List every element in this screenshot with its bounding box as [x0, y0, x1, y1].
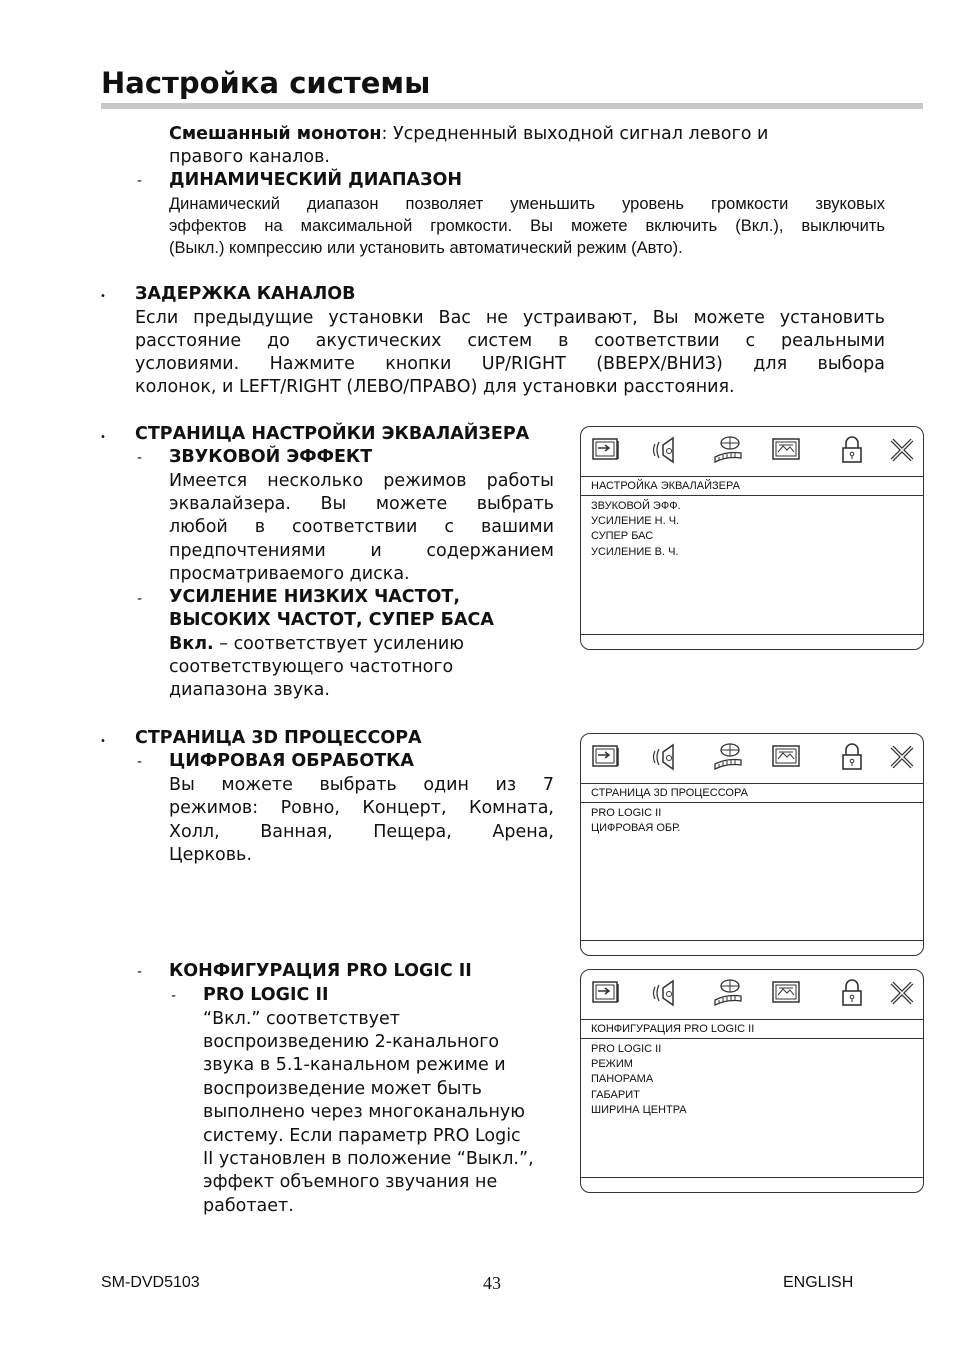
- digital-line: Церковь.: [169, 845, 252, 865]
- menu-item[interactable]: PRO LOGIC II: [591, 1043, 662, 1055]
- sound-effect-heading: ЗВУКОВОЙ ЭФФЕКТ: [169, 447, 373, 467]
- dynamic-range-line: Динамический диапазон позволяет уменьшить уровень громкости звуковых: [169, 195, 885, 213]
- dolby-digital-icon: [713, 978, 743, 1008]
- mixed-mono-term: Смешанный монотон: [169, 124, 382, 144]
- prologic-line: воспроизведение может быть: [203, 1079, 482, 1099]
- page-title: Настройка системы: [101, 66, 431, 100]
- boost-line: соответствующего частотного: [169, 657, 454, 677]
- menu-icon-bar: [581, 427, 923, 475]
- prologic-line: выполнено через многоканальную: [203, 1102, 525, 1122]
- menu-item[interactable]: PRO LOGIC II: [591, 807, 662, 819]
- menu-list: [591, 499, 681, 560]
- menu-footer-bar: [581, 1177, 923, 1178]
- prologic-dash: -: [137, 964, 143, 980]
- general-setup-icon: [591, 978, 621, 1008]
- menu-title: НАСТРОЙКА ЭКВАЛАЙЗЕРА: [581, 476, 923, 496]
- channel-delay-line: условиями. Нажмите кнопки UP/RIGHT (ВВЕРХ/ВНИЗ) для выбора: [135, 354, 885, 374]
- sound-effect-dash: -: [137, 450, 143, 466]
- menu-title: КОНФИГУРАЦИЯ PRO LOGIC II: [581, 1019, 923, 1039]
- menu-item[interactable]: СУПЕР БАС: [591, 530, 654, 543]
- prologic-line: работает.: [203, 1196, 294, 1216]
- mixed-mono-text: : Усредненный выходной сигнал левого и: [381, 124, 769, 144]
- menu-item[interactable]: УСИЛЕНИЕ В. Ч.: [591, 545, 679, 558]
- menu-footer-bar: [581, 940, 923, 941]
- menu-item[interactable]: ГАБАРИТ: [591, 1088, 640, 1101]
- prologic-line: II установлен в положение “Выкл.”,: [203, 1149, 534, 1169]
- boost-on-text: – соответствует усилению: [213, 634, 464, 654]
- processor3d-heading: СТРАНИЦА 3D ПРОЦЕССОРА: [135, 728, 422, 748]
- channel-delay-line: колонок, и LEFT/RIGHT (ЛЕВО/ПРАВО) для установки расстояния.: [135, 377, 735, 397]
- footer-language: ENGLISH: [783, 1274, 854, 1291]
- mixed-mono-line2: правого каналов.: [169, 147, 330, 167]
- dolby-digital-icon: [713, 435, 743, 465]
- menu-item[interactable]: ПАНОРАМА: [591, 1073, 654, 1086]
- digital-heading: ЦИФРОВАЯ ОБРАБОТКА: [169, 751, 414, 771]
- equalizer-menu-screen: [580, 426, 924, 650]
- dynamic-range-dash: -: [137, 173, 143, 189]
- audio-speaker-icon: [651, 978, 681, 1008]
- prologic-line: систему. Если параметр PRO Logic: [203, 1126, 521, 1146]
- menu-item[interactable]: ЗВУКОВОЙ ЭФФ.: [591, 500, 681, 512]
- mixed-mono-line1: [169, 123, 768, 146]
- boost-on-line: [169, 633, 464, 656]
- video-setup-icon: [771, 435, 801, 465]
- prologic-line: эффект объемного звучания не: [203, 1172, 498, 1192]
- menu-item[interactable]: ЦИФРОВАЯ ОБР.: [591, 822, 681, 835]
- processor3d-bullet: •: [100, 736, 106, 747]
- channel-delay-heading: ЗАДЕРЖКА КАНАЛОВ: [135, 284, 356, 304]
- channel-delay-bullet: •: [100, 291, 106, 302]
- sound-effect-line: предпочтениями и содержанием: [169, 541, 554, 561]
- processor3d-menu-screen: [580, 733, 924, 956]
- boost-line: диапазона звука.: [169, 680, 330, 700]
- exit-icon: [887, 435, 917, 465]
- dynamic-range-heading: ДИНАМИЧЕСКИЙ ДИАПАЗОН: [169, 170, 463, 190]
- prologic-sub-heading: PRO LOGIC II: [203, 985, 329, 1005]
- channel-delay-line: Если предыдущие установки Вас не устраивают, Вы можете установить: [135, 308, 885, 328]
- menu-icon-bar: [581, 734, 923, 782]
- video-setup-icon: [771, 742, 801, 772]
- menu-icon-bar: [581, 970, 923, 1018]
- boost-on-term: Вкл.: [169, 634, 214, 654]
- digital-dash: -: [137, 754, 143, 770]
- general-setup-icon: [591, 435, 621, 465]
- menu-item[interactable]: УСИЛЕНИЕ Н. Ч.: [591, 515, 680, 528]
- dynamic-range-line: эффектов на максимальной громкости. Вы можете включить (Вкл.), выключить: [169, 217, 885, 235]
- prologic-line: “Вкл.” соответствует: [203, 1009, 400, 1029]
- digital-line: Холл, Ванная, Пещера, Арена,: [169, 822, 554, 842]
- lock-icon: [837, 978, 867, 1008]
- digital-line: режимов: Ровно, Концерт, Комната,: [169, 798, 554, 818]
- menu-item[interactable]: ШИРИНА ЦЕНТРА: [591, 1103, 687, 1116]
- menu-item[interactable]: РЕЖИМ: [591, 1058, 633, 1071]
- dynamic-range-line: (Выкл.) компрессию или установить автоматический режим (Авто).: [169, 239, 683, 257]
- general-setup-icon: [591, 742, 621, 772]
- prologic-line: звука в 5.1-канальном режиме и: [203, 1055, 506, 1075]
- sound-effect-line: эквалайзера. Вы можете выбрать: [169, 494, 554, 514]
- menu-title: СТРАНИЦА 3D ПРОЦЕССОРА: [581, 783, 923, 803]
- title-underline: [101, 103, 923, 109]
- channel-delay-line: расстояние до акустических систем в соответствии с реальными: [135, 331, 885, 351]
- dolby-digital-icon: [713, 742, 743, 772]
- sound-effect-line: любой в соответствии с вашими: [169, 517, 554, 537]
- boost-dash: -: [137, 591, 143, 607]
- digital-line: Вы можете выбрать один из 7: [169, 775, 554, 795]
- prologic-line: воспроизведению 2-канального: [203, 1032, 500, 1052]
- video-setup-icon: [771, 978, 801, 1008]
- prologic-sub-dash: -: [171, 988, 177, 1004]
- audio-speaker-icon: [651, 435, 681, 465]
- boost-heading-line2: ВЫСОКИХ ЧАСТОТ, СУПЕР БАСА: [169, 610, 494, 630]
- footer-model: SM-DVD5103: [101, 1274, 200, 1291]
- boost-heading-line1: УСИЛЕНИЕ НИЗКИХ ЧАСТОТ,: [169, 587, 460, 607]
- menu-list: [591, 806, 680, 836]
- menu-footer-bar: [581, 634, 923, 635]
- lock-icon: [837, 435, 867, 465]
- equalizer-heading: СТРАНИЦА НАСТРОЙКИ ЭКВАЛАЙЗЕРА: [135, 424, 530, 444]
- prologic-heading: КОНФИГУРАЦИЯ PRO LOGIC II: [169, 961, 472, 981]
- prologic-menu-screen: [580, 969, 924, 1193]
- audio-speaker-icon: [651, 742, 681, 772]
- footer-page-number: 43: [483, 1273, 501, 1293]
- equalizer-bullet: •: [100, 432, 106, 443]
- menu-list: [591, 1042, 687, 1118]
- sound-effect-line: Имеется несколько режимов работы: [169, 471, 554, 491]
- exit-icon: [887, 978, 917, 1008]
- sound-effect-line: просматриваемого диска.: [169, 564, 410, 584]
- lock-icon: [837, 742, 867, 772]
- exit-icon: [887, 742, 917, 772]
